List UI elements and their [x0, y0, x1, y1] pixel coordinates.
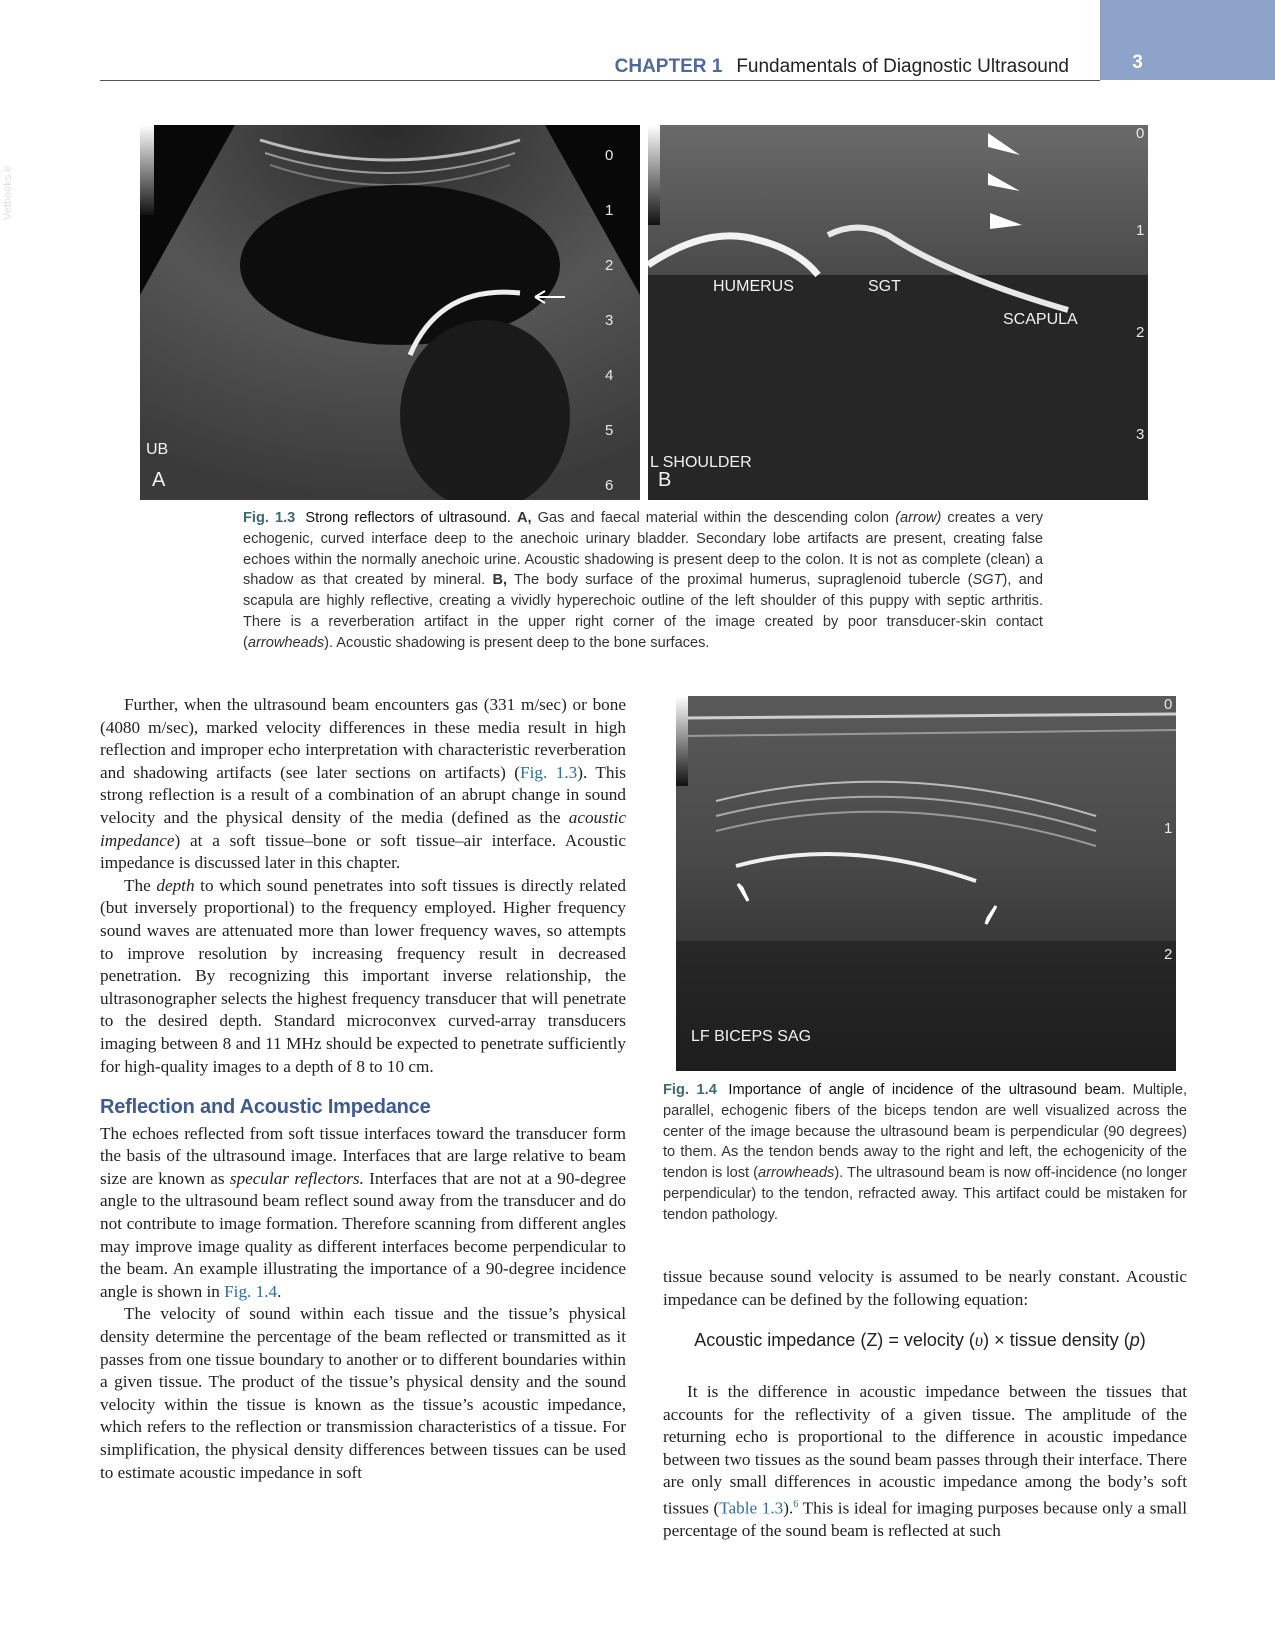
panel-b-label-sgt: SGT [868, 278, 901, 295]
panel-b-letter: B [658, 469, 672, 491]
text: Interfaces that are not at a 90-degree angle to the ultrasound beam reflect sound away from the transducer and do not contribute to image formation. Therefore scanning from different angles may improve image quality as different interfaces become perpendicular to the beam. An example illustrating the importance of a 90-degree incidence angle is shown in [100, 1168, 626, 1301]
eq-v: υ [974, 1330, 984, 1350]
left-column [100, 694, 626, 1484]
right-column-top [663, 1266, 1187, 1311]
chapter-title: Fundamentals of Diagnostic Ultrasound [736, 56, 1069, 77]
panel-a-depth-5: 5 [605, 422, 614, 439]
acoustic-impedance-equation [660, 1330, 1180, 1351]
fig-1-3-b-marker: B, [492, 572, 508, 589]
text: Further, when the ultrasound beam encounters gas (331 m/sec) or bone (4080 m/sec), marked velocity differences in these media result in high reflection and improper echo interpretation with characteristic reverberation and shadowing artifacts (see later sections on artifacts) ( [100, 695, 626, 782]
eq-paren: ) [983, 1330, 990, 1350]
panel-a-depth-2: 2 [605, 257, 614, 274]
caption-em: arrowheads [758, 1165, 835, 1182]
text: ) at a soft tissue–bone or soft tissue–air interface. Acoustic impedance is discussed later in this chapter. [100, 830, 626, 873]
eq-lhs: Acoustic impedance (Z) [694, 1330, 884, 1350]
citation-6[interactable]: 6 [793, 1498, 799, 1510]
text: ). This strong reflection is a result of a combination of an abrupt change in sound velocity and the physical density of the media (defined as the [100, 762, 626, 827]
paragraph [100, 875, 626, 1078]
running-header [615, 56, 1069, 78]
panel-a-depth-3: 3 [605, 312, 614, 329]
paragraph [663, 1381, 1187, 1543]
fig-1-4-title: Importance of angle of incidence of the ultrasound beam. [728, 1082, 1126, 1098]
chapter-label: CHAPTER 1 [614, 56, 723, 77]
panel-b-depth-0: 0 [1136, 125, 1145, 142]
header-rule [100, 80, 1100, 81]
fig-1-4-caption [663, 1080, 1187, 1226]
eq-p: p [1129, 1330, 1140, 1350]
panel-b-depth-2: 2 [1136, 324, 1145, 341]
fig-1-3-a-marker: A, [516, 510, 532, 526]
caption-text: The body surface of the proximal humerus, supraglenoid tubercle ( [514, 572, 973, 589]
fig-1-3-panel-b [648, 125, 1148, 500]
fig-1-3-caption [243, 508, 1043, 654]
text: . [277, 1281, 282, 1301]
fig-1-3-panel-a [140, 125, 640, 500]
paragraph: tissue because sound velocity is assumed to be nearly constant. Acoustic impedance can be defined by the following equation: [663, 1267, 1187, 1309]
fig-1-4-depth-2: 2 [1164, 946, 1173, 963]
fig-1-3-link[interactable]: Fig. 1.3 [520, 762, 578, 782]
paragraph [100, 1123, 626, 1304]
caption-em: (arrow) [895, 510, 942, 526]
eq-velocity: velocity ( [903, 1330, 975, 1350]
panel-a-depth-1: 1 [605, 202, 614, 219]
text: It is the difference in acoustic impedance between the tissues that accounts for the reflectivity of a given tissue. The amplitude of the returning echo is proportional to the difference in acoustic impedance between two tissues as the sound beam passes through their interface. There are only small differences in acoustic impedance among the body’s soft tissues ( [663, 1382, 1187, 1518]
eq-density: tissue density ( [1009, 1330, 1130, 1350]
caption-text: ). Acoustic shadowing is present deep to the bone surfaces. [324, 634, 710, 651]
fig-1-4-depth-0: 0 [1164, 696, 1173, 713]
eq-equals: = [888, 1330, 899, 1350]
paragraph [100, 694, 626, 875]
fig-1-4-label: LF BICEPS SAG [691, 1028, 812, 1045]
watermark: Vetbooks.ir [2, 165, 14, 220]
eq-times: × [994, 1330, 1005, 1350]
text: The echoes reflected from soft tissue interfaces toward the transducer form the basis of the ultrasound image. Interfaces that are large relative to beam size are known as [100, 1123, 626, 1188]
paragraph: The velocity of sound within each tissue and the tissue’s physical density determine the percentage of the beam reflected or transmitted as it passes from one tissue boundary to another or to different boundaries within a given tissue. The product of the tissue’s physical density and the sound velocity within the tissue is known as the tissue’s acoustic impedance, which refers to the reflection or transmission characteristics of a tissue. For simplification, the physical density differences between tissues can be used to estimate acoustic impedance in soft [100, 1304, 626, 1482]
caption-text: ). The ultrasound beam is now off-incidence (no longer perpendicular) to the tendon, refracted away. This artifact could be mistaken for tendon pathology. [663, 1165, 1187, 1223]
text: to which sound penetrates into soft tissues is directly related (but inversely proportional) to the frequency employed. Higher frequency sound waves are attenuated more than lower frequency waves, so attempts to improve resolution by increasing frequency result in decreased penetration. By recognizing this important inverse relationship, the ultrasonographer selects the highest frequency transducer that will penetrate to the desired depth. Standard microconvex curved-array transducers imaging between 8 and 11 MHz should be expected to penetrate sufficiently for high-quality images to a depth of 8 to 10 cm. [100, 875, 626, 1076]
panel-a-depth-6: 6 [605, 477, 614, 494]
panel-a-image [140, 125, 640, 500]
text: The [124, 875, 157, 895]
section-heading: Reflection and Acoustic Impedance [100, 1096, 431, 1119]
fig-1-3-number: Fig. 1.3 [243, 510, 296, 526]
panel-a-letter: A [152, 469, 166, 491]
panel-b-depth-1: 1 [1136, 222, 1145, 239]
caption-text: Gas and faecal material within the descending colon [537, 510, 890, 526]
text-em: acoustic impedance [100, 807, 626, 850]
panel-b-label-region: L SHOULDER [650, 454, 752, 471]
caption-text: ), and scapula are highly reflective, creating a vividly hyperechoic outline of the left shoulder of this puppy with septic arthritis. There is a reverberation artifact in the upper right corner of the image created by poor transducer-skin contact ( [243, 572, 1043, 651]
caption-text: Multiple, parallel, echogenic fibers of the biceps tendon are well visualized across the center of the image because the ultrasound beam is perpendicular (90 degrees) to them. As the tendon bends away to the right and left, the echogenicity of the tendon is lost ( [663, 1082, 1187, 1182]
panel-a-depth-4: 4 [605, 367, 614, 384]
panel-b-depth-3: 3 [1136, 426, 1145, 443]
caption-text: creates a very echogenic, curved interface deep to the anechoic urinary bladder. Secondary lobe artifacts are present, creating false echoes within the normally anechoic urine. Acoustic shadowing is present deep to the colon. It is not as complete (clean) a shadow as that created by mineral. [243, 510, 1044, 589]
caption-em: SGT [972, 572, 1003, 589]
text: ). [783, 1498, 794, 1518]
panel-b-label-humerus: HUMERUS [713, 278, 794, 295]
eq-paren: ) [1139, 1330, 1146, 1350]
fig-1-4-image [676, 696, 1176, 1071]
text-em: depth [156, 875, 195, 895]
table-1-3-link[interactable]: Table 1.3 [719, 1498, 784, 1518]
right-column-bottom [663, 1381, 1187, 1543]
page-number: 3 [1132, 52, 1143, 73]
fig-1-4-svg [676, 696, 1176, 1071]
fig-1-4-depth-1: 1 [1164, 820, 1173, 837]
text: This is ideal for imaging purposes because only a small percentage of the sound beam is reflected at such [663, 1498, 1187, 1541]
text-em: specular reflectors. [229, 1168, 364, 1188]
fig-1-4-number: Fig. 1.4 [663, 1082, 717, 1098]
fig-1-4-link[interactable]: Fig. 1.4 [224, 1281, 278, 1301]
caption-em: arrowheads [247, 634, 325, 651]
fig-1-3-title: Strong reflectors of ultrasound. [305, 510, 511, 526]
panel-a-depth-0: 0 [605, 147, 614, 164]
panel-a-label-ub: UB [146, 441, 169, 458]
panel-b-label-scapula: SCAPULA [1003, 311, 1078, 328]
